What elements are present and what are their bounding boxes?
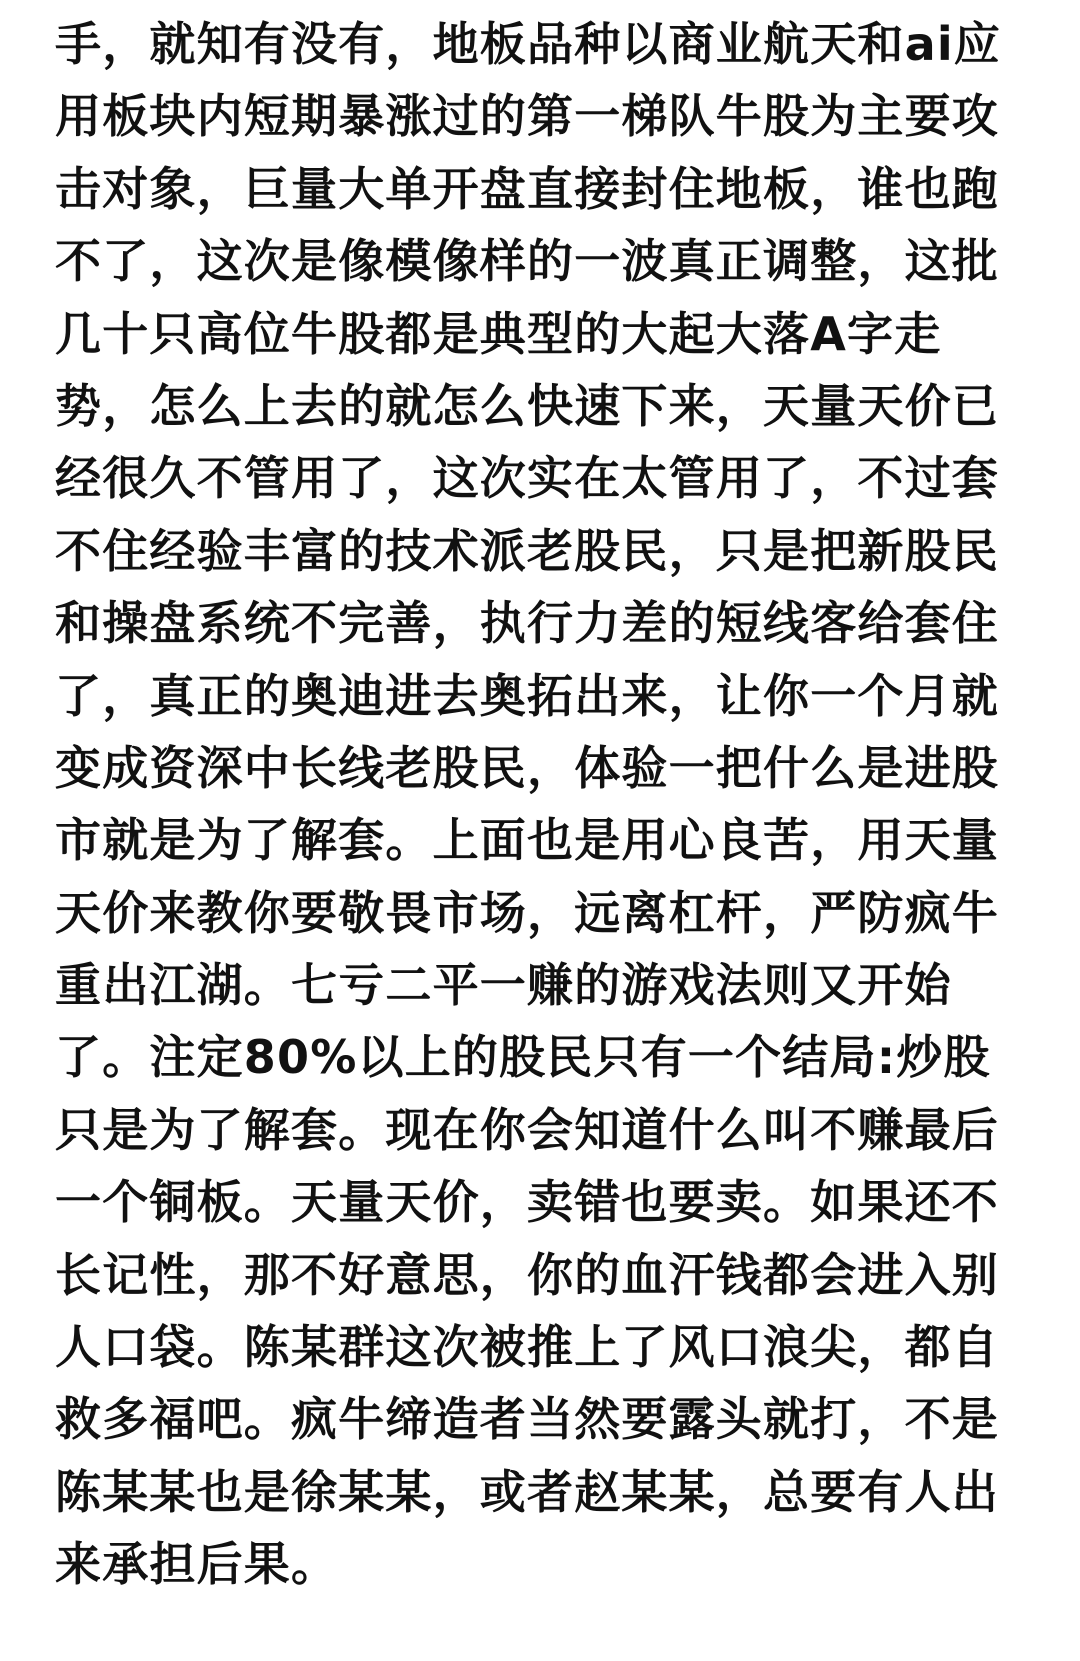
- text-line: 天价来教你要敬畏市场，远离杠杆，严防疯牛: [55, 885, 999, 940]
- text-line: 几十只高位牛股都是典型的大起大落A字走: [55, 306, 942, 361]
- text-line: 不了，这次是像模像样的一波真正调整，这批: [55, 234, 999, 289]
- text-line: 来承担后果。: [55, 1537, 339, 1592]
- text-line: 经很久不管用了，这次实在太管用了，不过套: [55, 451, 999, 506]
- text-line: 只是为了解套。现在你会知道什么叫不赚最后: [55, 1102, 999, 1157]
- text-line: 击对象，巨量大单开盘直接封住地板，谁也跑: [55, 161, 999, 216]
- text-line: 不住经验丰富的技术派老股民，只是把新股民: [55, 523, 999, 578]
- text-line: 人口袋。陈某群这次被推上了风口浪尖，都自: [55, 1320, 999, 1375]
- text-line: 陈某某也是徐某某，或者赵某某，总要有人出: [55, 1464, 999, 1519]
- text-line: 变成资深中长线老股民，体验一把什么是进股: [55, 740, 999, 795]
- article-body: [55, 0, 1045, 1601]
- text-line: 了。注定80%以上的股民只有一个结局:炒股: [55, 1030, 991, 1085]
- text-line: 和操盘系统不完善，执行力差的短线客给套住: [55, 596, 999, 651]
- text-line: 长记性，那不好意思，你的血汗钱都会进入别: [55, 1247, 999, 1302]
- text-line: 重出江湖。七亏二平一赚的游戏法则又开始: [55, 958, 952, 1013]
- text-line: 势，怎么上去的就怎么快速下来，天量天价已: [55, 378, 999, 433]
- text-line: 一个铜板。天量天价，卖错也要卖。如果还不: [55, 1175, 999, 1230]
- text-line: 了，真正的奥迪进去奥拓出来，让你一个月就: [55, 668, 999, 723]
- text-line: 手，就知有没有，地板品种以商业航天和ai应: [55, 17, 1002, 71]
- text-line: 用板块内短期暴涨过的第一梯队牛股为主要攻: [55, 89, 999, 144]
- text-line: 救多福吧。疯牛缔造者当然要露头就打，不是: [55, 1392, 999, 1447]
- text-line: 市就是为了解套。上面也是用心良苦，用天量: [55, 813, 999, 868]
